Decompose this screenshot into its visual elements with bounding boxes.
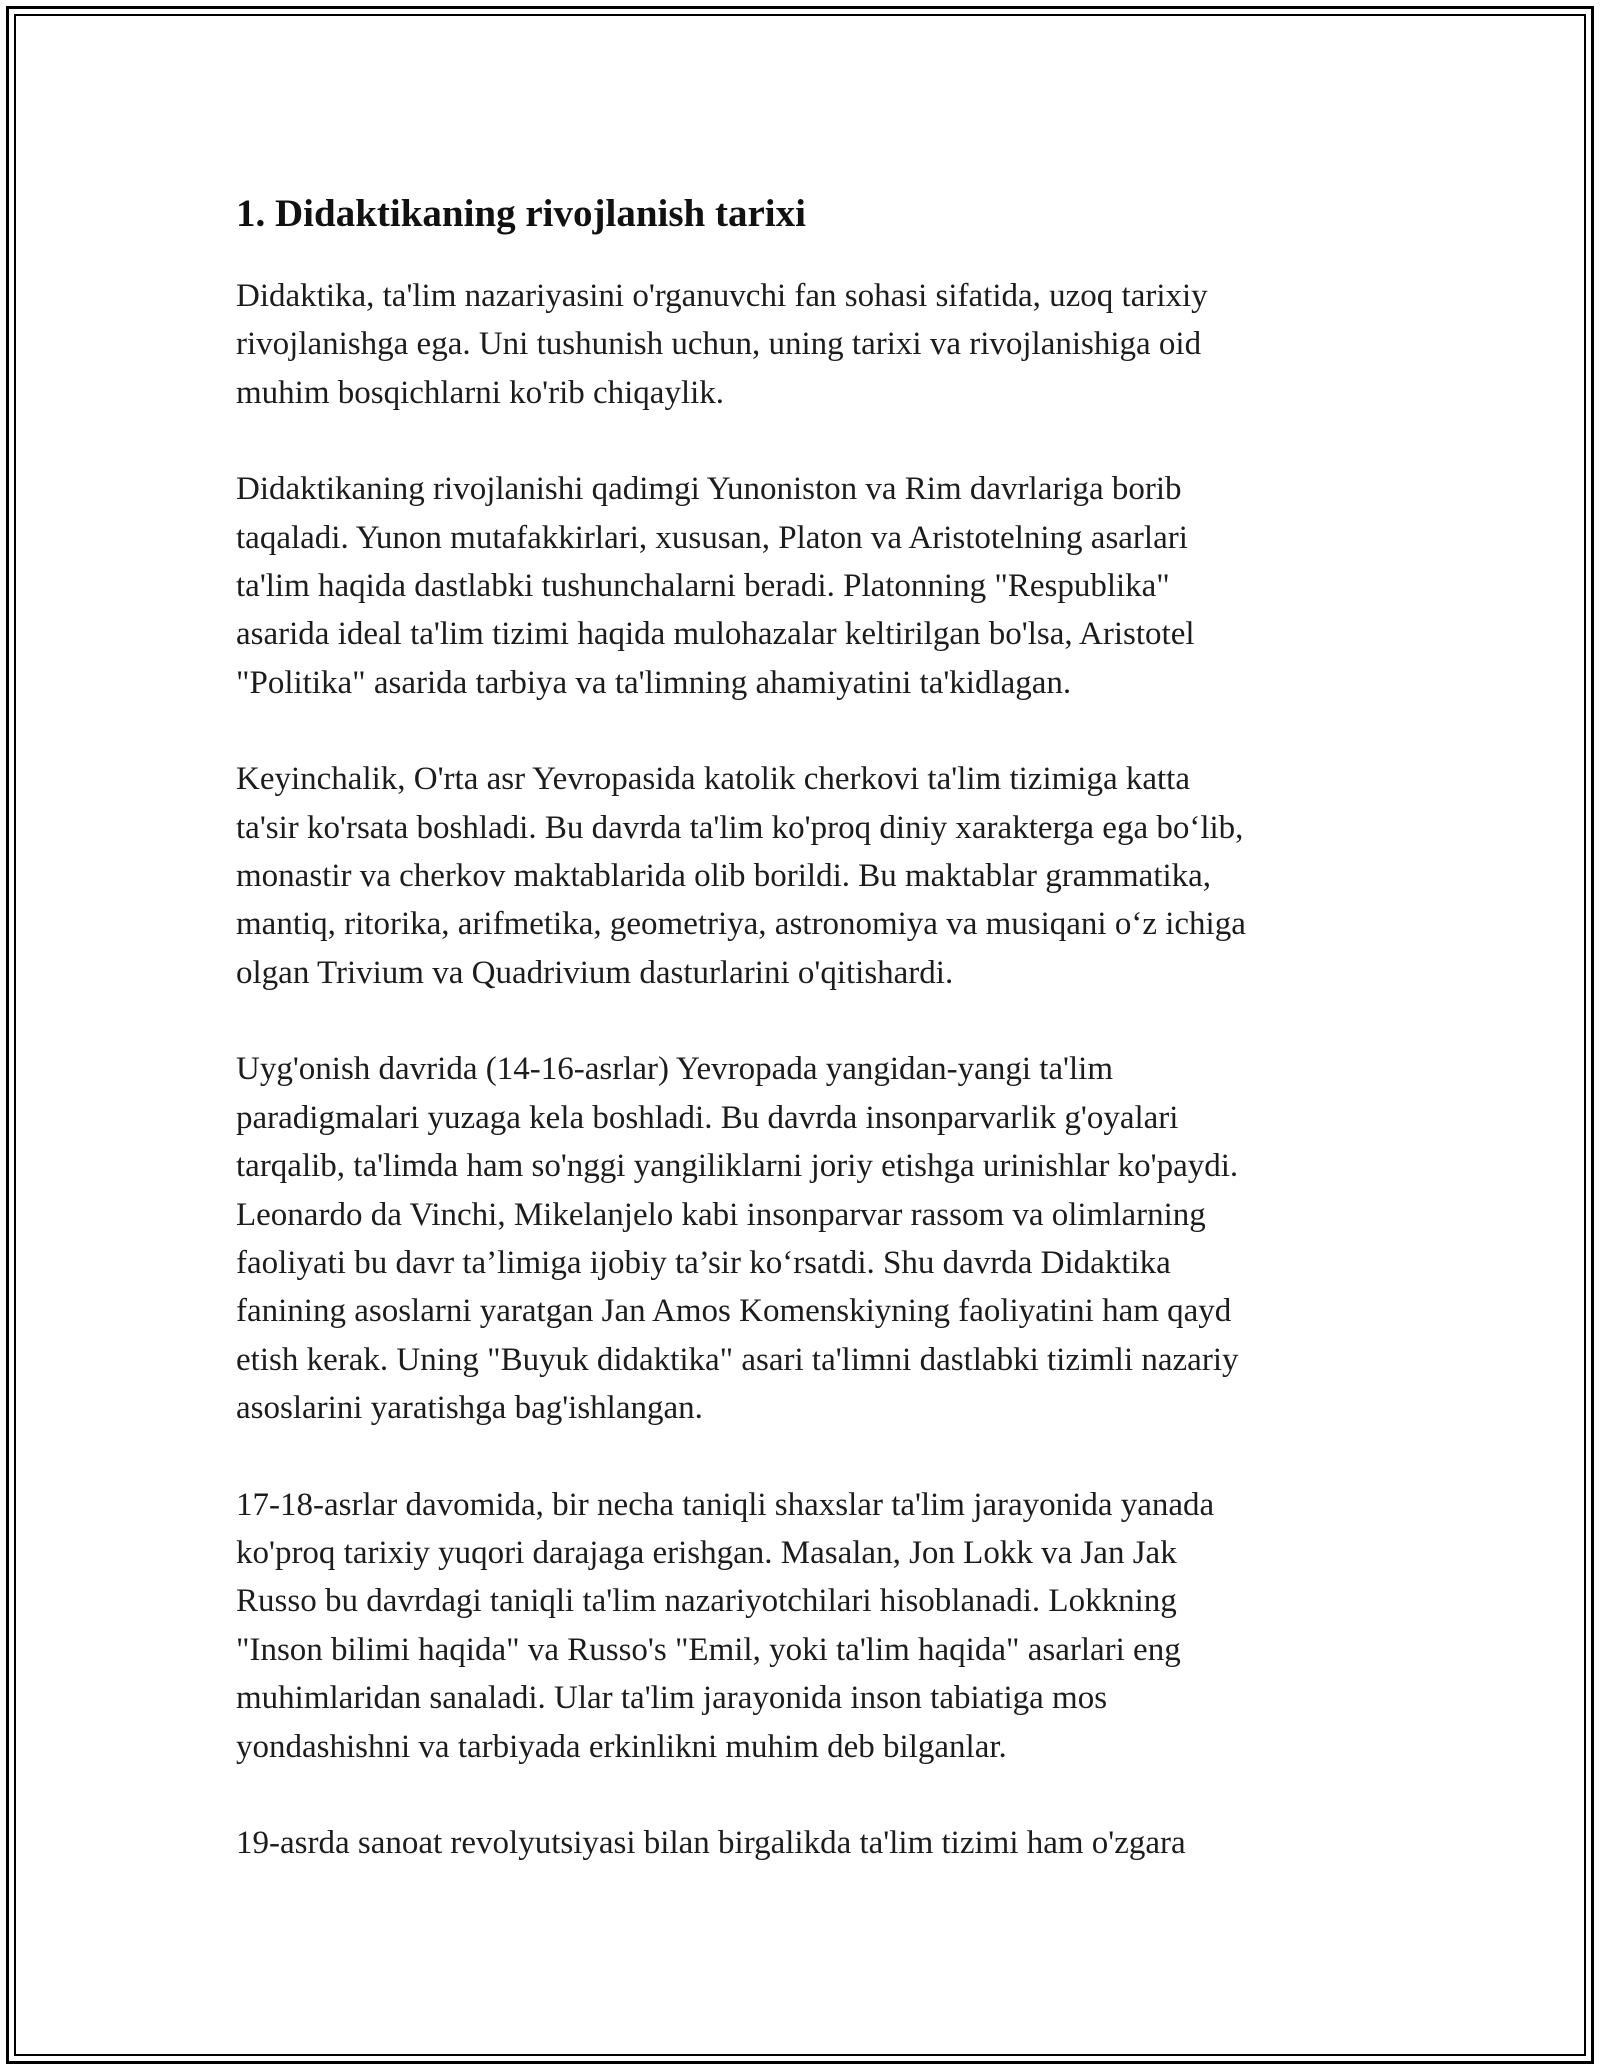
text-line: Didaktika, ta'lim nazariyasini o'rganuvchi fan sohasi sifatida, uzoq tarixiy [236,278,1208,314]
text-line: paradigmalari yuzaga kela boshladi. Bu davrda insonparvarlik g'oyalari [236,1099,1179,1136]
section-heading: 1. Didaktikaning rivojlanish tarixi [236,192,806,235]
text-line: "Politika" asarida tarbiya va ta'limning ahamiyatini ta'kidlagan. [236,664,1072,701]
text-line: ta'sir ko'rsata boshladi. Bu davrda ta'lim ko'proq diniy xarakterga ega bo‘lib, [236,809,1244,846]
text-line: rivojlanishga ega. Uni tushunish uchun, uning tarixi va rivojlanishiga oid [236,326,1202,363]
text-line: faoliyati bu davr ta’limiga ijobiy ta’sir ko‘rsatdi. Shu davrda Didaktika [236,1244,1171,1281]
text-line: etish kerak. Uning "Buyuk didaktika" asari ta'limni dastlabki tizimli nazariy [236,1341,1239,1378]
text-line: "Inson bilimi haqida" va Russo's "Emil, yoki ta'lim haqida" asarlari eng [236,1631,1181,1668]
paragraph-middle-ages [236,755,1366,997]
text-line: tarqalib, ta'limda ham so'nggi yangiliklarni joriy etishga urinishlar ko'paydi. [236,1148,1239,1185]
text-line: Leonardo da Vinchi, Mikelanjelo kabi insonparvar rassom va olimlarning [236,1196,1206,1233]
text-line: Russo bu davrdagi taniqli ta'lim nazariyotchilari hisoblanadi. Lokkning [236,1583,1177,1620]
paragraph-17-18-centuries [236,1481,1366,1771]
document-body [236,186,1366,1915]
text-line: Keyinchalik, O'rta asr Yevropasida katolik cherkovi ta'lim tizimiga katta [236,761,1190,798]
text-line: yondashishni va tarbiyada erkinlikni muhim deb bilganlar. [236,1728,1007,1765]
text-line: olgan Trivium va Quadrivium dasturlarini o'qitishardi. [236,954,954,991]
paragraph-antiquity [236,465,1366,707]
text-line: Uyg'onish davrida (14-16-asrlar) Yevropada yangidan-yangi ta'lim [236,1051,1113,1088]
text-line: fanining asoslarni yaratgan Jan Amos Komenskiyning faoliyatini ham qayd [236,1293,1232,1330]
text-line: muhimlaridan sanaladi. Ular ta'lim jarayonida inson tabiatiga mos [236,1680,1108,1717]
text-line: 17-18-asrlar davomida, bir necha taniqli shaxslar ta'lim jarayonida yanada [236,1486,1215,1523]
text-line: muhim bosqichlarni ko'rib chiqaylik. [236,374,725,411]
text-line: Didaktikaning rivojlanishi qadimgi Yunoniston va Rim davrlariga borib [236,471,1182,508]
text-line: monastir va cherkov maktablarida olib borildi. Bu maktablar grammatika, [236,858,1212,895]
text-line: ta'lim haqida dastlabki tushunchalarni beradi. Platonning "Respublika" [236,568,1170,605]
text-line: asarida ideal ta'lim tizimi haqida mulohazalar keltirilgan bo'lsa, Aristotel [236,616,1195,653]
text-line: 19-asrda sanoat revolyutsiyasi bilan birgalikda ta'lim tizimi ham o'zgara [236,1824,1186,1861]
text-line: mantiq, ritorika, arifmetika, geometriya, astronomiya va musiqani o‘z ichiga [236,906,1246,943]
paragraph-19-century [236,1819,1366,1867]
paragraph-renaissance [236,1045,1366,1432]
paragraph-intro [236,272,1366,417]
text-line: ko'proq tarixiy yuqori darajaga erishgan. Masalan, Jon Lokk va Jan Jak [236,1534,1177,1571]
text-line: asoslarini yaratishga bag'ishlangan. [236,1390,703,1427]
text-line: taqaladi. Yunon mutafakkirlari, xususan, Platon va Aristotelning asarlari [236,519,1188,556]
